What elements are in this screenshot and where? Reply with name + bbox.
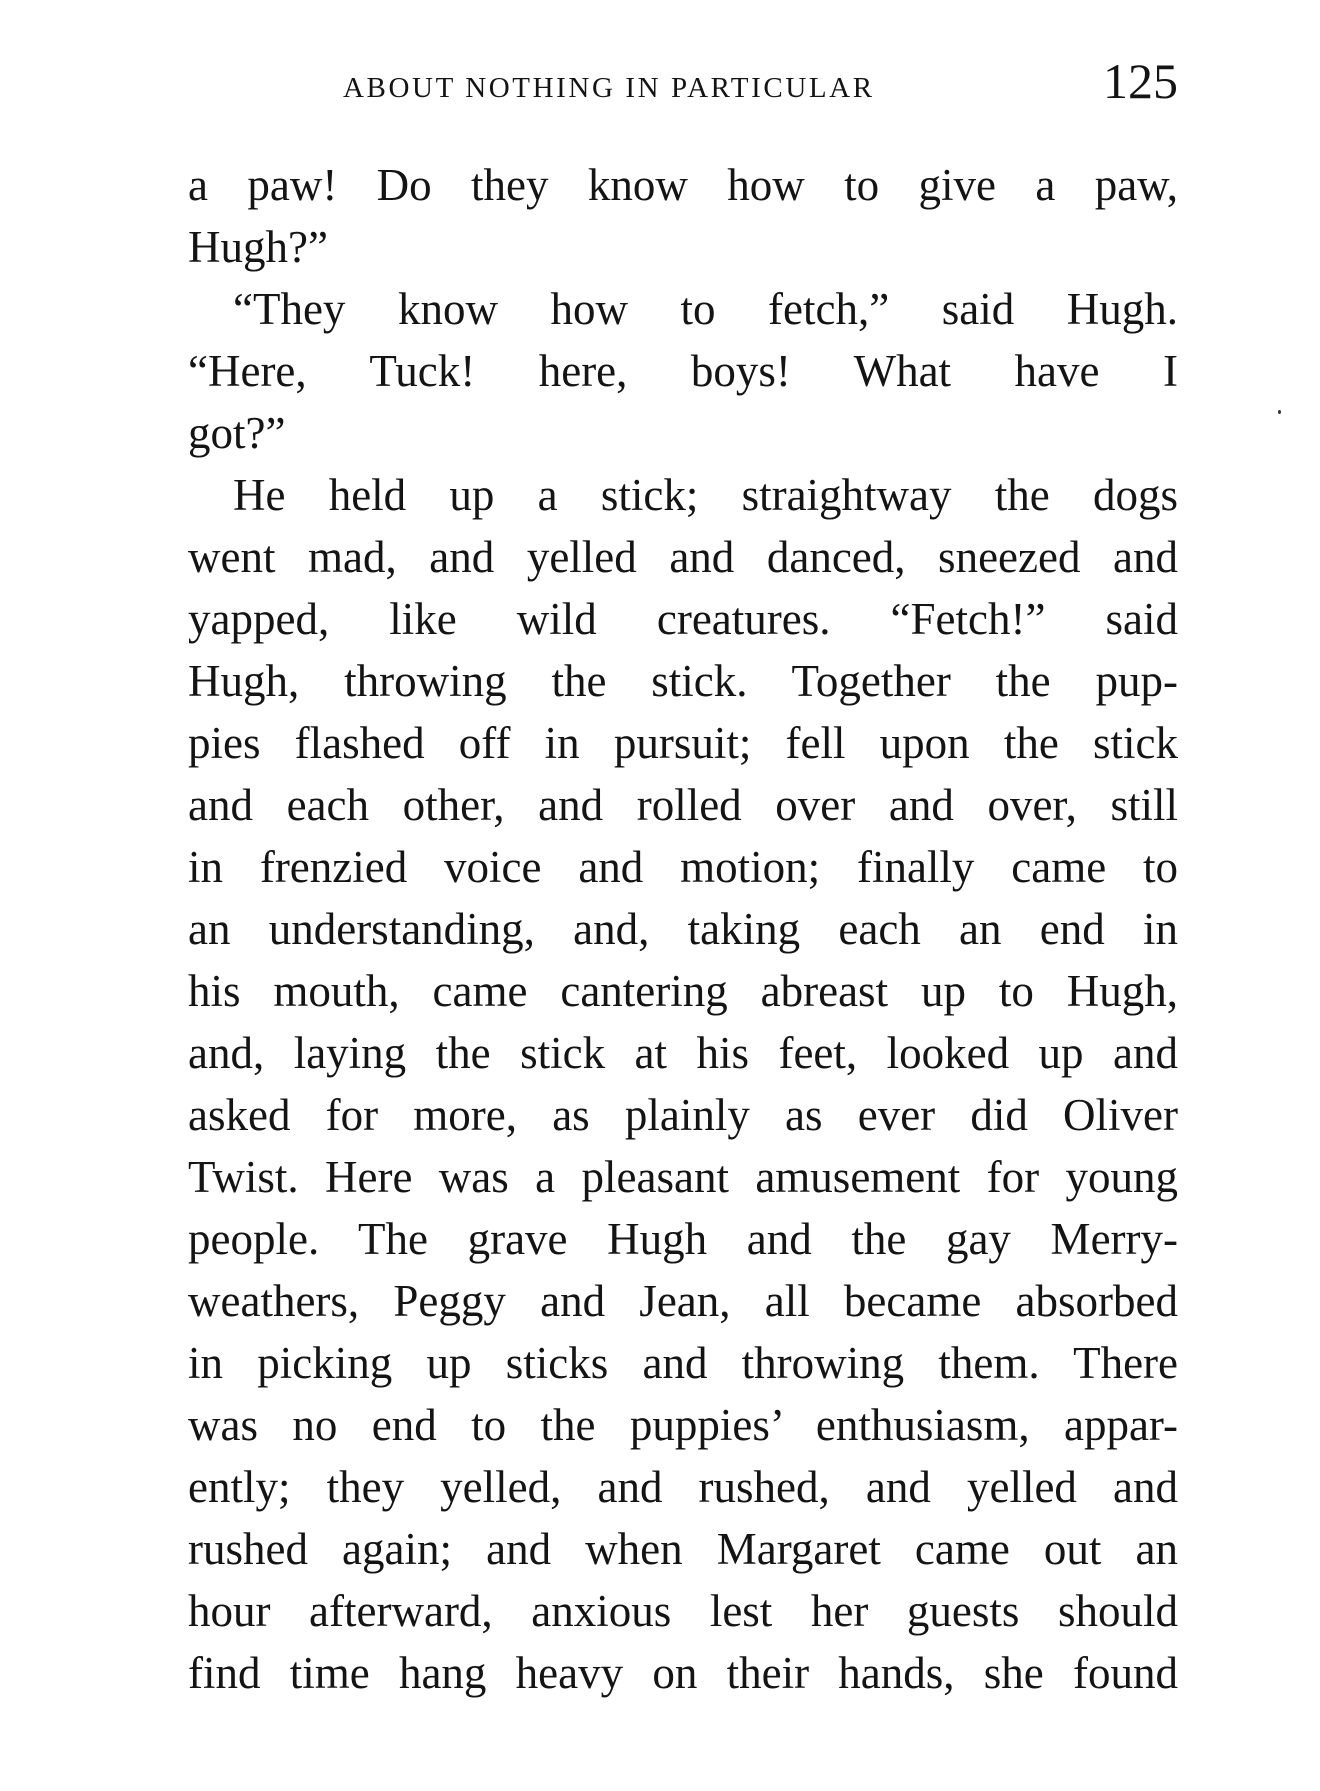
- text-line: ently; they yelled, and rushed, and yelled and: [188, 1462, 1178, 1512]
- text-line: He held up a stick; straightway the dogs: [233, 470, 1178, 520]
- text-line: his mouth, came cantering abreast up to Hugh,: [188, 966, 1178, 1016]
- text-line: find time hang heavy on their hands, she found: [188, 1648, 1178, 1698]
- text-line: an understanding, and, taking each an end in: [188, 904, 1178, 954]
- text-line: and, laying the stick at his feet, looked up and: [188, 1028, 1178, 1078]
- body-text: [188, 154, 1178, 1704]
- text-line: went mad, and yelled and danced, sneezed and: [188, 532, 1178, 582]
- text-line: in frenzied voice and motion; finally came to: [188, 842, 1178, 892]
- text-line: pies flashed off in pursuit; fell upon the stick: [188, 718, 1178, 768]
- text-line: got?”: [188, 408, 286, 458]
- text-line: “Here, Tuck! here, boys! What have I: [188, 346, 1178, 396]
- text-line: people. The grave Hugh and the gay Merry-: [188, 1214, 1178, 1264]
- text-line: Twist. Here was a pleasant amusement for young: [188, 1152, 1178, 1202]
- text-line: and each other, and rolled over and over, still: [188, 780, 1178, 830]
- ink-speck: [1278, 410, 1281, 414]
- text-line: asked for more, as plainly as ever did Oliver: [188, 1090, 1178, 1140]
- text-line: Hugh?”: [188, 222, 328, 272]
- text-line: in picking up sticks and throwing them. There: [188, 1338, 1178, 1388]
- page-number: 125: [1103, 53, 1178, 109]
- text-line: hour afterward, anxious lest her guests should: [188, 1586, 1178, 1636]
- running-head: [188, 48, 1178, 118]
- text-line: rushed again; and when Margaret came out an: [188, 1524, 1178, 1574]
- text-line: Hugh, throwing the stick. Together the pup-: [188, 656, 1178, 706]
- text-line: “They know how to fetch,” said Hugh.: [233, 284, 1178, 334]
- text-line: yapped, like wild creatures. “Fetch!” said: [188, 594, 1178, 644]
- text-line: was no end to the puppies’ enthusiasm, appar-: [188, 1400, 1178, 1450]
- text-line: a paw! Do they know how to give a paw,: [188, 160, 1178, 210]
- text-line: weathers, Peggy and Jean, all became absorbed: [188, 1276, 1178, 1326]
- running-title: ABOUT NOTHING IN PARTICULAR: [343, 72, 875, 104]
